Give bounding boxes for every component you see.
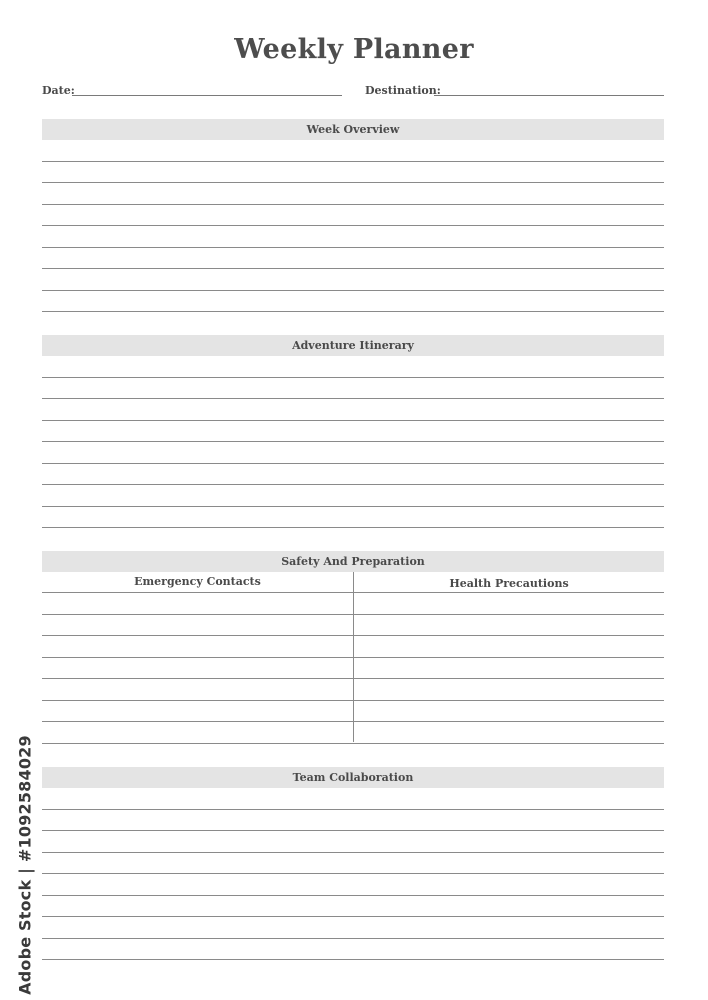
writing-line[interactable] <box>42 225 664 226</box>
writing-line[interactable] <box>42 290 664 291</box>
writing-line[interactable] <box>42 527 664 528</box>
writing-line[interactable] <box>42 959 664 960</box>
stock-watermark <box>10 735 40 995</box>
writing-line[interactable] <box>42 441 664 442</box>
writing-line[interactable] <box>42 721 664 722</box>
writing-line[interactable] <box>42 657 664 658</box>
writing-line[interactable] <box>42 182 664 183</box>
writing-line[interactable] <box>42 614 664 615</box>
watermark-text: Adobe Stock | #1092584029 <box>15 735 35 995</box>
writing-line[interactable] <box>42 420 664 421</box>
writing-line[interactable] <box>42 506 664 507</box>
team-collaboration-header: Team Collaboration <box>42 767 664 788</box>
writing-line[interactable] <box>42 678 664 679</box>
writing-line[interactable] <box>42 268 664 269</box>
writing-line[interactable] <box>42 311 664 312</box>
writing-line[interactable] <box>42 938 664 939</box>
destination-field[interactable] <box>434 95 664 96</box>
writing-line[interactable] <box>42 484 664 485</box>
adventure-itinerary-header: Adventure Itinerary <box>42 335 664 356</box>
writing-line[interactable] <box>42 895 664 896</box>
writing-line[interactable] <box>42 377 664 378</box>
writing-line[interactable] <box>42 592 664 593</box>
writing-line[interactable] <box>42 873 664 874</box>
writing-line[interactable] <box>42 809 664 810</box>
writing-line[interactable] <box>42 830 664 831</box>
date-label: Date: <box>42 84 75 97</box>
safety-preparation-header: Safety And Preparation <box>42 551 664 572</box>
writing-line[interactable] <box>42 635 664 636</box>
week-overview-header: Week Overview <box>42 119 664 140</box>
health-precautions-label: Health Precautions <box>449 577 569 590</box>
writing-line[interactable] <box>42 398 664 399</box>
destination-label: Destination: <box>365 84 441 97</box>
writing-line[interactable] <box>42 463 664 464</box>
writing-line[interactable] <box>42 700 664 701</box>
emergency-contacts-label: Emergency Contacts <box>134 575 261 588</box>
writing-line[interactable] <box>42 204 664 205</box>
writing-line[interactable] <box>42 743 664 744</box>
writing-line[interactable] <box>42 916 664 917</box>
writing-line[interactable] <box>42 852 664 853</box>
page-title: Weekly Planner <box>234 34 474 65</box>
writing-line[interactable] <box>42 161 664 162</box>
date-field[interactable] <box>72 95 342 96</box>
writing-line[interactable] <box>42 247 664 248</box>
